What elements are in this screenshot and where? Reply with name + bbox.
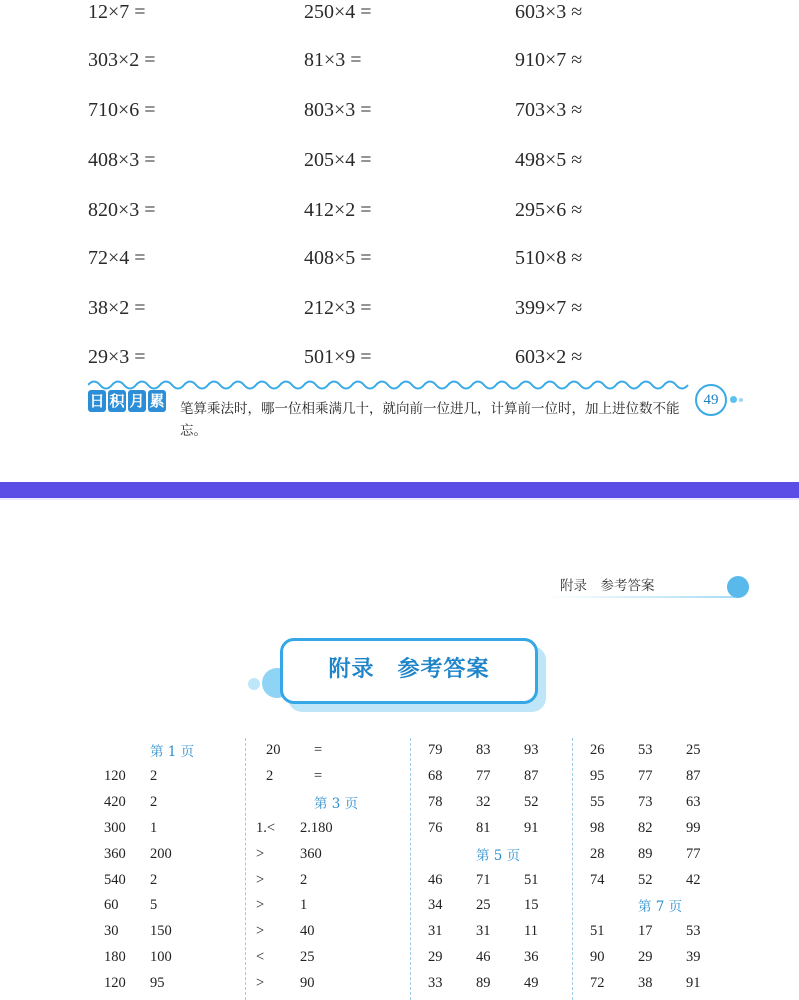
answer-cell: 25 — [686, 742, 701, 758]
answer-cell: 34 — [428, 897, 443, 914]
problem-row — [0, 48, 799, 78]
page-number: 49 — [695, 384, 727, 416]
problem-item: 250×4 = — [304, 1, 372, 23]
answer-cell: 2.180 — [300, 819, 333, 836]
problem-row — [0, 246, 799, 276]
page-reference-heading: 第 3 页 — [314, 795, 359, 812]
decor-dot — [739, 398, 743, 402]
problem-item: 910×7 ≈ — [515, 49, 583, 71]
answer-cell: 39 — [686, 949, 701, 966]
answer-cell: > — [256, 923, 265, 940]
problem-item: 72×4 = — [88, 247, 146, 269]
answer-cell: > — [256, 975, 265, 992]
answer-cell: 30 — [104, 923, 119, 940]
section-title: 附录 参考答案 — [328, 657, 490, 682]
column-separator — [410, 738, 411, 1000]
answer-cell: 95 — [590, 767, 605, 784]
problem-item: 603×3 ≈ — [515, 1, 583, 23]
decor-dot — [730, 396, 737, 403]
answer-cell: 77 — [686, 845, 701, 862]
answer-cell: 120 — [104, 975, 126, 992]
problem-row — [0, 198, 799, 228]
tip-badge-char: 积 — [109, 392, 125, 410]
answer-cell: 82 — [638, 819, 653, 836]
problem-item: 205×4 = — [304, 149, 372, 171]
running-head: 附录 参考答案 — [560, 578, 655, 594]
problem-row — [0, 98, 799, 128]
answer-cell: 87 — [524, 767, 539, 784]
problem-item: 803×3 = — [304, 99, 372, 121]
answer-cell: 95 — [150, 975, 165, 992]
tip-badge — [88, 388, 166, 414]
answer-cell: 51 — [524, 871, 539, 888]
answer-cell: 93 — [524, 742, 539, 758]
problem-item: 408×3 = — [88, 149, 156, 171]
answer-cell: 29 — [428, 949, 443, 966]
answer-cell: 74 — [590, 871, 605, 888]
answer-cell: 26 — [590, 742, 605, 758]
answer-cell: 11 — [524, 923, 538, 940]
answer-cell: 46 — [476, 949, 491, 966]
answer-cell: 77 — [638, 767, 653, 784]
answer-cell: 89 — [476, 975, 491, 992]
answer-cell: 2 — [300, 871, 308, 888]
answer-cell: > — [256, 845, 265, 862]
answer-cell: 32 — [476, 793, 491, 810]
answer-cell: 25 — [476, 897, 491, 914]
answer-cell: 51 — [590, 923, 605, 940]
answer-cell: 68 — [428, 767, 443, 784]
answer-cell: 53 — [686, 923, 701, 940]
problem-item: 81×3 = — [304, 49, 362, 71]
answer-cell: 89 — [638, 845, 653, 862]
answer-cell: = — [314, 742, 323, 758]
answer-cell: 200 — [150, 845, 172, 862]
tip-badge-char: 累 — [149, 392, 165, 410]
answer-cell: 71 — [476, 871, 491, 888]
problem-row — [0, 0, 799, 30]
page-reference-heading: 第 5 页 — [476, 847, 521, 864]
answer-cell: > — [256, 871, 265, 888]
running-head-line — [545, 596, 735, 598]
answer-cell: 81 — [476, 819, 491, 836]
problem-item: 501×9 = — [304, 346, 372, 368]
answer-cell: 99 — [686, 819, 701, 836]
answer-cell: 20 — [266, 742, 281, 758]
tip-text: 笔算乘法时，哪一位相乘满几十，就向前一位进几，计算前一位时，加上进位数不能忘。 — [180, 401, 680, 439]
problem-row — [0, 296, 799, 326]
answer-cell: 1 — [300, 897, 308, 914]
answer-cell: 360 — [104, 845, 126, 862]
answer-cell: 540 — [104, 871, 126, 888]
answer-cell: 72 — [590, 975, 605, 992]
answer-cell: 5 — [150, 897, 158, 914]
problem-row — [0, 345, 799, 375]
problem-item: 510×8 ≈ — [515, 247, 583, 269]
answer-cell: 90 — [590, 949, 605, 966]
answer-cell: 150 — [150, 923, 172, 940]
page-divider-bar — [0, 482, 799, 498]
decor-circle-small — [248, 678, 260, 690]
answer-cell: 98 — [590, 819, 605, 836]
tip-badge-char: 日 — [89, 392, 105, 410]
problem-item: 603×2 ≈ — [515, 346, 583, 368]
answer-cell: 360 — [300, 845, 322, 862]
answer-cell: 78 — [428, 793, 443, 810]
answer-cell: 2 — [150, 871, 158, 888]
answer-cell: 180 — [104, 949, 126, 966]
answer-cell: 42 — [686, 871, 701, 888]
page-reference-heading: 第 1 页 — [150, 744, 195, 760]
problem-row — [0, 148, 799, 178]
answer-cell: 52 — [524, 793, 539, 810]
answer-cell: 63 — [686, 793, 701, 810]
answer-cell: 15 — [524, 897, 539, 914]
problem-item: 295×6 ≈ — [515, 199, 583, 221]
answer-cell: > — [256, 897, 265, 914]
problem-item: 303×2 = — [88, 49, 156, 71]
page-reference-heading: 第 7 页 — [638, 899, 683, 916]
answer-cell: 100 — [150, 949, 172, 966]
answer-cell: 40 — [300, 923, 315, 940]
problem-item: 703×3 ≈ — [515, 99, 583, 121]
column-separator — [572, 738, 573, 1000]
answer-cell: 77 — [476, 767, 491, 784]
tip-badge-char: 月 — [129, 392, 145, 410]
answer-cell: 79 — [428, 742, 443, 758]
answer-cell: 53 — [638, 742, 653, 758]
answer-cell: 31 — [428, 923, 443, 940]
problem-item: 820×3 = — [88, 199, 156, 221]
problem-item: 710×6 = — [88, 99, 156, 121]
answer-cell: 420 — [104, 793, 126, 810]
answer-cell: 83 — [476, 742, 491, 758]
answer-cell: 46 — [428, 871, 443, 888]
problem-item: 29×3 = — [88, 346, 146, 368]
answer-cell: 2 — [150, 793, 158, 810]
problem-item: 38×2 = — [88, 297, 146, 319]
answer-cell: 38 — [638, 975, 653, 992]
answer-cell: 76 — [428, 819, 443, 836]
answer-cell: 31 — [476, 923, 491, 940]
answer-cell: 29 — [638, 949, 653, 966]
answer-cell: 36 — [524, 949, 539, 966]
problem-item: 498×5 ≈ — [515, 149, 583, 171]
answer-cell: 60 — [104, 897, 119, 914]
answer-cell: 90 — [300, 975, 315, 992]
problem-item: 12×7 = — [88, 1, 146, 23]
answer-cell: 25 — [300, 949, 315, 966]
worksheet-page-49 — [0, 0, 799, 482]
answer-cell: 55 — [590, 793, 605, 810]
answer-cell: 91 — [524, 819, 539, 836]
answer-cell: 2 — [266, 767, 274, 784]
running-head-circle-icon — [727, 576, 749, 598]
answer-cell: 1.< — [256, 819, 276, 836]
answer-cell: 120 — [104, 767, 126, 784]
answer-cell: 300 — [104, 819, 126, 836]
page-divider-shade — [0, 498, 799, 500]
answer-cell: 87 — [686, 767, 701, 784]
answer-cell: 49 — [524, 975, 539, 992]
problem-item: 399×7 ≈ — [515, 297, 583, 319]
answer-cell: < — [256, 949, 265, 966]
problem-item: 212×3 = — [304, 297, 372, 319]
problem-item: 408×5 = — [304, 247, 372, 269]
answer-cell: 52 — [638, 871, 653, 888]
problem-item: 412×2 = — [304, 199, 372, 221]
answer-cell: 91 — [686, 975, 701, 992]
answer-cell: = — [314, 767, 323, 784]
answer-cell: 17 — [638, 923, 653, 940]
answer-cell: 73 — [638, 793, 653, 810]
answer-cell: 33 — [428, 975, 443, 992]
answer-cell: 28 — [590, 845, 605, 862]
answer-cell: 2 — [150, 767, 158, 784]
column-separator — [245, 738, 246, 1000]
answer-cell: 1 — [150, 819, 158, 836]
